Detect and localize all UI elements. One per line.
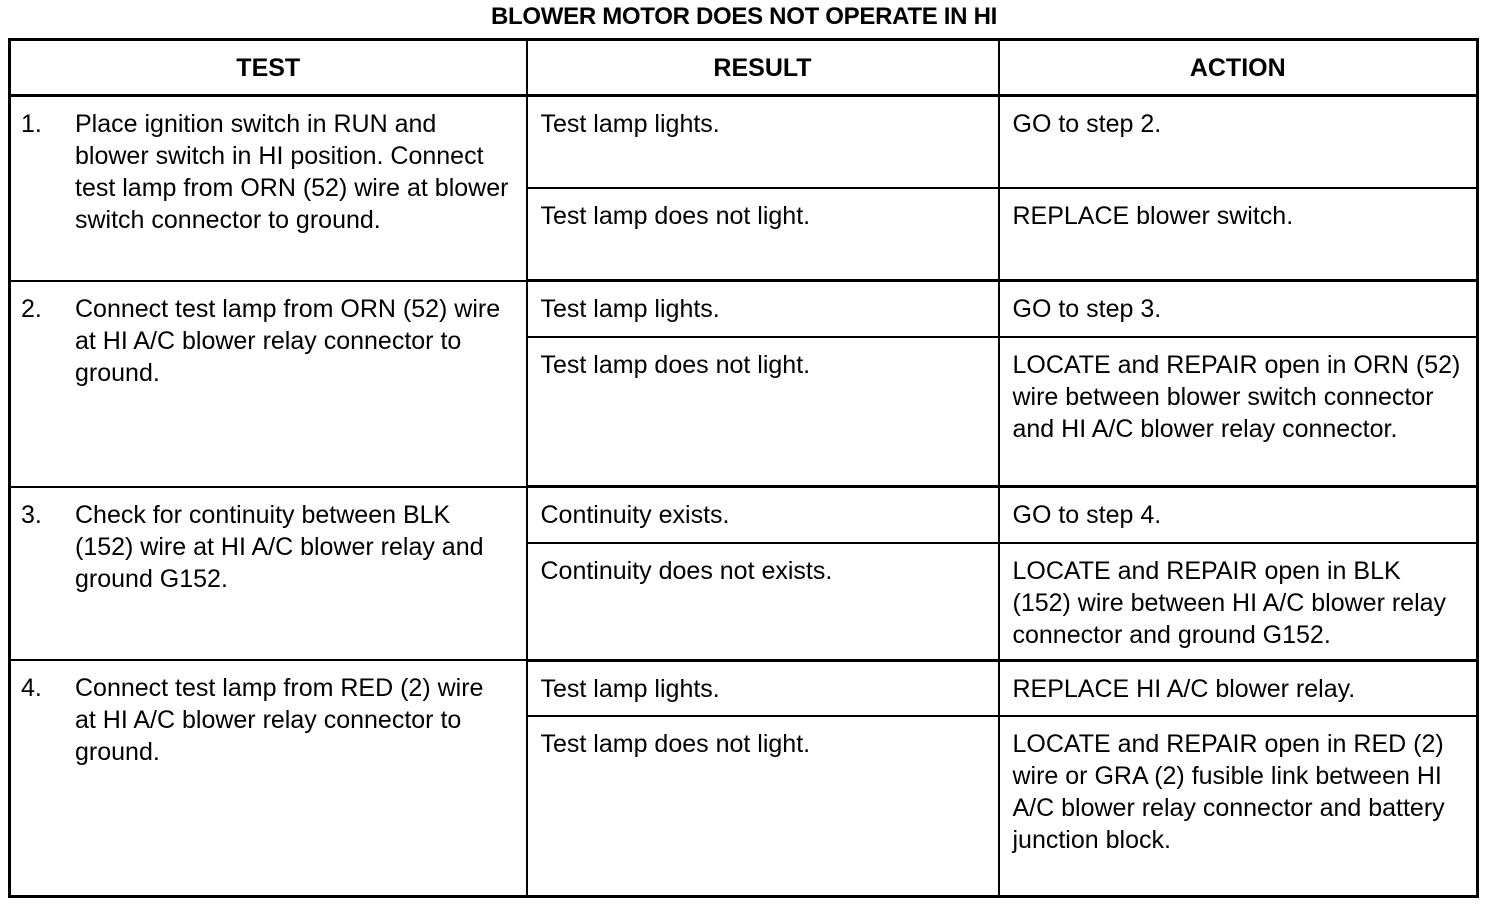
step-3-test-cell — [10, 487, 527, 661]
header-test: TEST — [10, 40, 527, 96]
step-2-number: 2. — [21, 294, 42, 323]
step-3-action-1: GO to step 4. — [999, 487, 1478, 543]
step-2-result-2: Test lamp does not light. — [527, 337, 999, 487]
step-1-action-1: GO to step 2. — [999, 96, 1478, 188]
step-4-result-2: Test lamp does not light. — [527, 716, 999, 896]
step-1-row-a — [10, 96, 1478, 188]
step-4-test-text: Connect test lamp from RED (2) wire at HI A/C blower relay connector to ground. — [75, 674, 484, 766]
step-4-action-2: LOCATE and REPAIR open in RED (2) wire or GRA (2) fusible link between HI A/C blower relay connector and battery junction block. — [999, 716, 1478, 896]
step-2-action-1: GO to step 3. — [999, 281, 1478, 337]
step-2-action-2: LOCATE and REPAIR open in ORN (52) wire between blower switch connector and HI A/C blower relay connector. — [999, 337, 1478, 487]
header-action: ACTION — [999, 40, 1478, 96]
step-1-number: 1. — [21, 110, 42, 138]
step-3-result-2: Continuity does not exists. — [527, 543, 999, 661]
step-3-result-1: Continuity exists. — [527, 487, 999, 543]
step-2-test-cell — [10, 281, 527, 487]
step-1-test-cell — [10, 96, 527, 281]
step-1-action-2: REPLACE blower switch. — [999, 188, 1478, 281]
step-3-test-text: Check for continuity between BLK (152) wire at HI A/C blower relay and ground G152. — [75, 500, 484, 593]
step-4-result-1: Test lamp lights. — [527, 660, 999, 716]
step-1-test-text: Place ignition switch in RUN and blower switch in HI position. Connect test lamp from ORN (52) wire at blower switch connector to ground. — [75, 110, 509, 234]
step-3-row-a — [10, 487, 1478, 543]
step-1-result-1: Test lamp lights. — [527, 96, 999, 188]
step-4-row-a — [10, 660, 1478, 716]
step-2-test-text: Connect test lamp from ORN (52) wire at HI A/C blower relay connector to ground. — [75, 294, 501, 387]
step-2-result-1: Test lamp lights. — [527, 281, 999, 337]
step-2-row-a — [10, 281, 1478, 337]
header-row — [10, 40, 1478, 96]
step-3-action-2: LOCATE and REPAIR open in BLK (152) wire between HI A/C blower relay connector and ground G152. — [999, 543, 1478, 661]
step-4-test-cell — [10, 660, 527, 896]
step-1-result-2: Test lamp does not light. — [527, 188, 999, 281]
step-4-action-1: REPLACE HI A/C blower relay. — [999, 660, 1478, 716]
diagnostic-table — [8, 38, 1479, 898]
step-3-number: 3. — [21, 500, 42, 529]
header-result: RESULT — [527, 40, 999, 96]
document-title: BLOWER MOTOR DOES NOT OPERATE IN HI — [491, 3, 997, 30]
step-4-number: 4. — [21, 674, 42, 702]
